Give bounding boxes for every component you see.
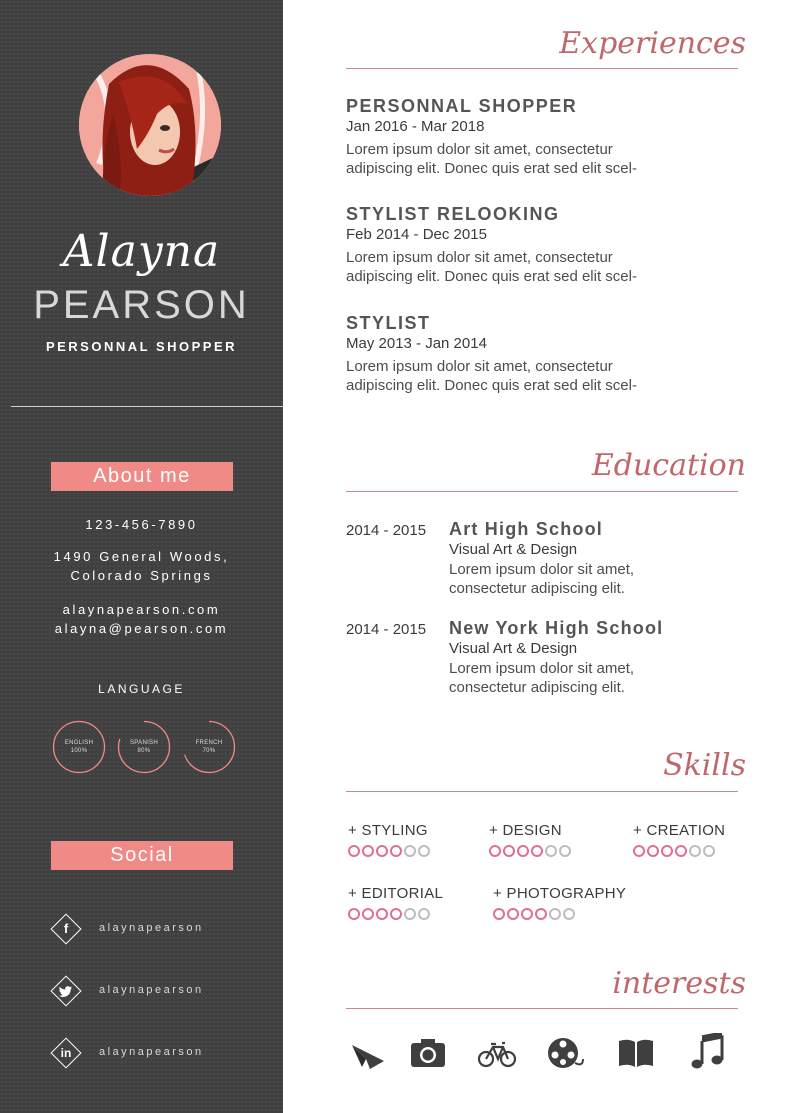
phone: 123-456-7890 xyxy=(85,517,198,532)
first-name: Alayna xyxy=(62,226,221,277)
education-desc-line1: Lorem ipsum dolor sit amet, xyxy=(449,660,635,677)
language-spanish xyxy=(117,720,171,774)
skill-name: + EDITORIAL xyxy=(348,885,444,902)
social-handle[interactable]: alaynapearson xyxy=(99,1046,204,1058)
skill-photography xyxy=(493,885,626,921)
rating-dot-empty xyxy=(563,908,575,920)
paper-plane-glyph xyxy=(348,1033,388,1073)
education-years: 2014 - 2015 xyxy=(346,522,427,539)
education-field: Visual Art & Design xyxy=(449,541,578,558)
experience-dates: May 2013 - Jan 2014 xyxy=(346,335,487,352)
book-icon xyxy=(616,1033,656,1073)
interests-rule xyxy=(346,1008,738,1009)
rating-dot-filled xyxy=(647,845,659,857)
rating-dot-filled xyxy=(517,845,529,857)
experience-desc-line2: adipiscing elit. Donec quis erat sed elit scel- xyxy=(346,377,637,394)
language-label: LANGUAGE xyxy=(98,682,185,696)
job-title: PERSONNAL SHOPPER xyxy=(45,339,238,354)
rating-dot-empty xyxy=(545,845,557,857)
skill-editorial xyxy=(348,885,443,921)
bicycle-icon xyxy=(477,1033,517,1073)
rating-dot-empty xyxy=(559,845,571,857)
camera-glyph xyxy=(408,1033,448,1073)
social-linkedin[interactable] xyxy=(51,1038,251,1070)
language-text xyxy=(52,739,106,755)
experience-desc-line1: Lorem ipsum dolor sit amet, consectetur xyxy=(346,249,613,266)
twitter-icon[interactable] xyxy=(51,976,81,1006)
rating-dot-filled xyxy=(633,845,645,857)
skill-rating xyxy=(348,845,432,858)
rating-dot-filled xyxy=(493,908,505,920)
bicycle-glyph xyxy=(477,1033,517,1073)
rating-dot-empty xyxy=(404,845,416,857)
film-reel-icon xyxy=(545,1033,585,1073)
facebook-icon[interactable]: f xyxy=(63,921,69,936)
skill-name: + CREATION xyxy=(633,822,726,839)
rating-dot-filled xyxy=(362,845,374,857)
rating-dot-filled xyxy=(535,908,547,920)
language-text xyxy=(117,739,171,755)
experience-item xyxy=(346,95,746,178)
language-level: 100% xyxy=(70,748,88,754)
about-heading: About me xyxy=(51,462,233,491)
social-handle[interactable]: alaynapearson xyxy=(99,922,204,934)
sidebar-divider xyxy=(11,406,283,407)
education-body xyxy=(449,518,749,598)
education-body xyxy=(449,617,749,697)
rating-dot-filled xyxy=(348,908,360,920)
linkedin-icon[interactable]: in xyxy=(60,1046,72,1060)
website[interactable]: alaynapearson.com xyxy=(62,602,221,617)
language-name: SPANISH xyxy=(130,740,158,746)
skill-name: + DESIGN xyxy=(489,822,562,839)
rating-dot-empty xyxy=(549,908,561,920)
sidebar xyxy=(0,0,283,1113)
education-desc-line1: Lorem ipsum dolor sit amet, xyxy=(449,561,635,578)
language-name: ENGLISH xyxy=(64,740,94,746)
avatar-illustration xyxy=(79,54,221,196)
skills-heading: Skills xyxy=(663,748,746,783)
language-english xyxy=(52,720,106,774)
language-name: FRENCH xyxy=(195,740,223,746)
skill-rating xyxy=(633,845,725,858)
education-school: Art High School xyxy=(449,519,603,539)
skill-name: + PHOTOGRAPHY xyxy=(493,885,627,902)
rating-dot-empty xyxy=(404,908,416,920)
music-note-glyph xyxy=(688,1033,728,1073)
language-text xyxy=(182,739,236,755)
skill-creation xyxy=(633,822,725,858)
language-level: 80% xyxy=(137,748,151,754)
experiences-heading: Experiences xyxy=(559,26,746,61)
rating-dot-filled xyxy=(675,845,687,857)
experience-title: PERSONNAL SHOPPER xyxy=(346,96,578,116)
education-desc-line2: consectetur adipiscing elit. xyxy=(449,580,625,597)
social-twitter[interactable] xyxy=(51,976,251,1008)
experience-desc-line1: Lorem ipsum dolor sit amet, consectetur xyxy=(346,141,613,158)
education-field: Visual Art & Design xyxy=(449,640,578,657)
film-reel-glyph xyxy=(545,1033,585,1073)
rating-dot-filled xyxy=(531,845,543,857)
education-heading: Education xyxy=(591,448,746,483)
rating-dot-empty xyxy=(418,845,430,857)
education-item xyxy=(346,518,746,598)
interests-heading: interests xyxy=(612,966,746,1001)
rating-dot-filled xyxy=(376,845,388,857)
rating-dot-filled xyxy=(362,908,374,920)
avatar xyxy=(79,54,221,196)
rating-dot-filled xyxy=(521,908,533,920)
email[interactable]: alayna@pearson.com xyxy=(54,621,229,636)
experience-desc-line1: Lorem ipsum dolor sit amet, consectetur xyxy=(346,358,613,375)
experiences-rule xyxy=(346,68,738,69)
twitter-bird-icon xyxy=(51,976,81,1006)
experience-item xyxy=(346,312,746,395)
skill-rating xyxy=(489,845,573,858)
rating-dot-empty xyxy=(418,908,430,920)
rating-dot-filled xyxy=(507,908,519,920)
education-years: 2014 - 2015 xyxy=(346,621,427,638)
experience-dates: Jan 2016 - Mar 2018 xyxy=(346,118,485,135)
paper-plane-icon xyxy=(348,1033,388,1073)
rating-dot-filled xyxy=(348,845,360,857)
experience-desc-line2: adipiscing elit. Donec quis erat sed elit scel- xyxy=(346,160,637,177)
education-desc-line2: consectetur adipiscing elit. xyxy=(449,679,625,696)
education-rule xyxy=(346,491,738,492)
skill-name: + STYLING xyxy=(348,822,428,839)
address-line2: Colorado Springs xyxy=(70,568,213,583)
experience-title: STYLIST xyxy=(346,313,431,333)
skill-design xyxy=(489,822,573,858)
last-name: PEARSON xyxy=(33,283,250,327)
rating-dot-filled xyxy=(390,845,402,857)
address-line1: 1490 General Woods, xyxy=(53,549,230,564)
experience-item xyxy=(346,203,746,286)
rating-dot-filled xyxy=(390,908,402,920)
camera-icon xyxy=(408,1033,448,1073)
rating-dot-filled xyxy=(503,845,515,857)
social-facebook[interactable] xyxy=(51,914,251,946)
experience-title: STYLIST RELOOKING xyxy=(346,204,560,224)
language-level: 70% xyxy=(202,748,216,754)
education-school: New York High School xyxy=(449,618,664,638)
experience-desc-line2: adipiscing elit. Donec quis erat sed elit scel- xyxy=(346,268,637,285)
education-item xyxy=(346,617,746,697)
book-glyph xyxy=(616,1033,656,1073)
rating-dot-filled xyxy=(661,845,673,857)
skill-styling xyxy=(348,822,432,858)
skills-rule xyxy=(346,791,738,792)
language-french xyxy=(182,720,236,774)
music-note-icon xyxy=(688,1033,728,1073)
social-heading: Social xyxy=(51,841,233,870)
rating-dot-empty xyxy=(703,845,715,857)
rating-dot-filled xyxy=(489,845,501,857)
rating-dot-empty xyxy=(689,845,701,857)
rating-dot-filled xyxy=(376,908,388,920)
skill-rating xyxy=(348,908,443,921)
social-handle[interactable]: alaynapearson xyxy=(99,984,204,996)
skill-rating xyxy=(493,908,626,921)
experience-dates: Feb 2014 - Dec 2015 xyxy=(346,226,487,243)
